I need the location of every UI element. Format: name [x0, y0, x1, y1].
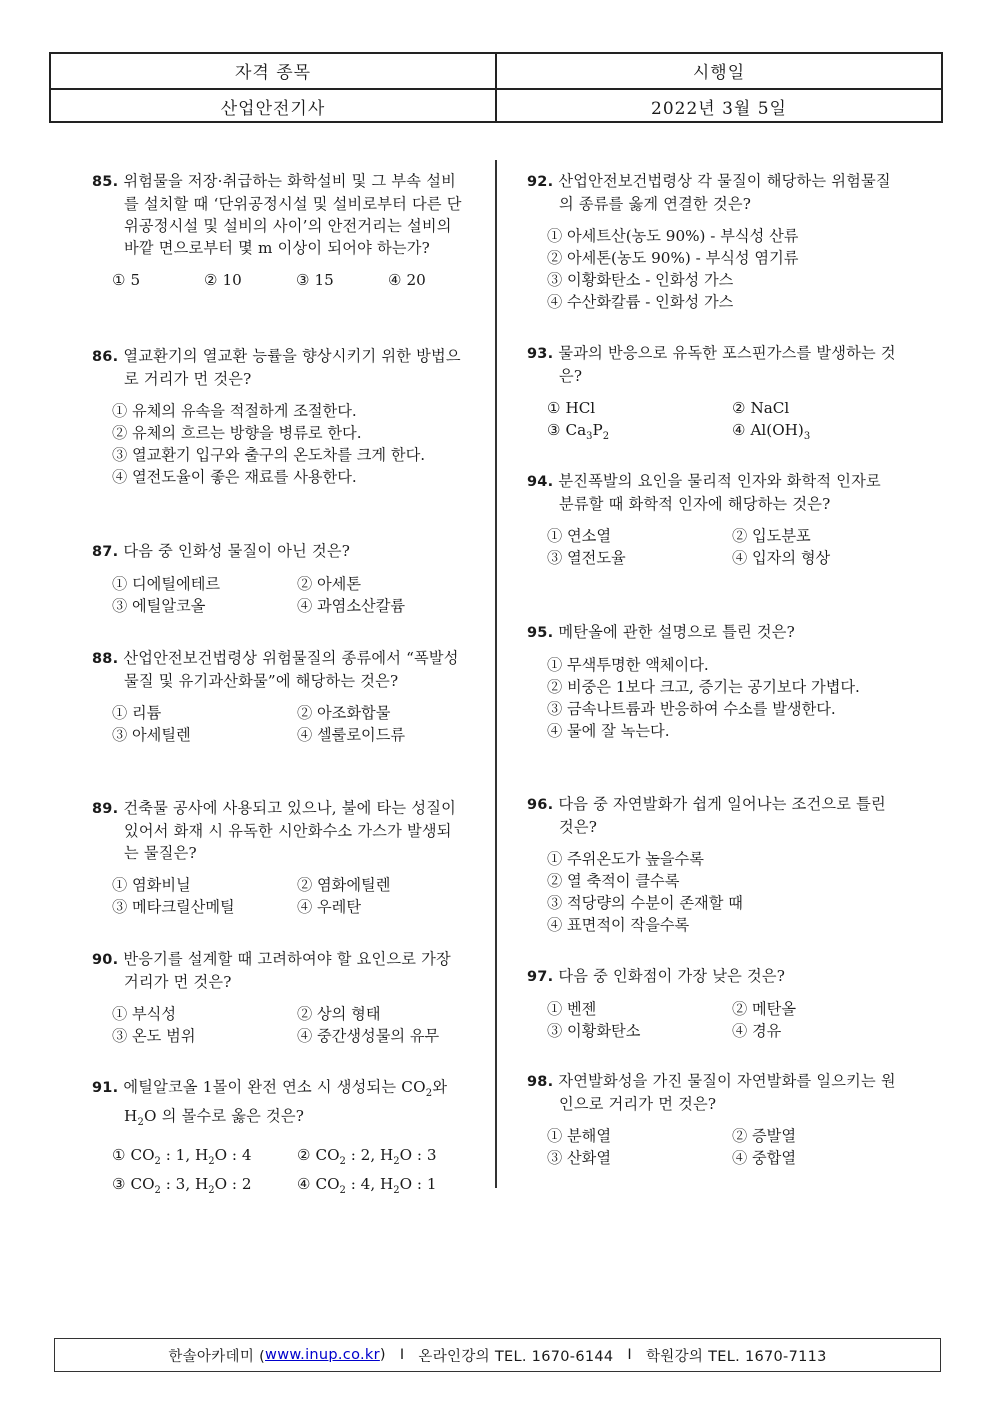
option: ③ $Ca_3P_2$ [547, 421, 610, 443]
question-90 [92, 948, 462, 1047]
option: ② 비중은 1보다 크고, 증기는 공기보다 가볍다. [547, 678, 860, 696]
option: ② 아세톤 [297, 575, 362, 593]
option: ③ 산화열 [547, 1149, 612, 1167]
option: ④ 열전도율이 좋은 재료를 사용한다. [112, 468, 357, 486]
option: ① 부식성 [112, 1005, 177, 1023]
question-number: 93. [527, 346, 554, 362]
option: ③ 열교환기 입구와 출구의 온도차를 크게 한다. [112, 446, 426, 464]
option: ④ 입자의 형상 [732, 549, 831, 567]
option: ③ 이황화탄소 - 인화성 가스 [547, 271, 734, 289]
question-text: 건축물 공사에 사용되고 있으나, 불에 타는 성질이 있어서 화재 시 유독한 시안화수소 가스가 발생되는 물질은? [123, 799, 456, 862]
option: ④ 과염소산칼륨 [297, 597, 406, 615]
question-number: 92. [527, 174, 554, 190]
option: ① 아세트산(농도 90%) - 부식성 산류 [547, 227, 799, 245]
question-97 [527, 965, 897, 1042]
option: ④ 표면적이 작을수록 [547, 916, 690, 934]
option: ② 상의 형태 [297, 1005, 381, 1023]
header-col1-label: 자격 종목 [234, 63, 312, 84]
option: ② 아조화합물 [297, 704, 391, 722]
question-text: 에틸알코올 1몰이 완전 연소 시 생성되는 $CO_2$와 $H_2O$ 의 몰수로 옳은 것은? [123, 1078, 448, 1129]
option: ④ 물에 잘 녹는다. [547, 722, 670, 740]
footer-website-link[interactable]: www.inup.co.kr [265, 1347, 380, 1363]
option: ① 디에틸에테르 [112, 575, 221, 593]
option: ② 유체의 흐르는 방향을 병류로 한다. [112, 424, 362, 442]
option: ③ 메타크릴산메틸 [112, 898, 235, 916]
column-divider [495, 160, 497, 1188]
question-number: 89. [92, 801, 119, 817]
question-text: 열교환기의 열교환 능률을 향상시키기 위한 방법으로 거리가 먼 것은? [123, 347, 461, 388]
question-91 [92, 1076, 462, 1202]
question-98 [527, 1070, 897, 1169]
option: ③ 이황화탄소 [547, 1022, 641, 1040]
option: ③ 금속나트륨과 반응하여 수소를 발생한다. [547, 700, 836, 718]
question-87 [92, 540, 462, 617]
question-96 [527, 793, 897, 936]
question-95 [527, 621, 897, 742]
question-number: 87. [92, 544, 119, 560]
question-text: 분진폭발의 요인을 물리적 인자와 화학적 인자로 분류할 때 화학적 인자에 해당하는 것은? [558, 472, 881, 513]
question-text: 다음 중 자연발화가 쉽게 일어나는 조건으로 틀린 것은? [558, 795, 886, 836]
footer-separator: I [399, 1347, 405, 1363]
option: ① 분해열 [547, 1127, 612, 1145]
question-text: 산업안전보건법령상 위험물질의 종류에서 “폭발성 물질 및 유기과산화물”에 해당하는 것은? [123, 649, 459, 690]
option: ① $CO_2$ : 1, $H_2O$ : 4 [112, 1146, 252, 1168]
option: ② 열 축적이 클수록 [547, 872, 680, 890]
option: ④ $CO_2$ : 4, $H_2O$ : 1 [297, 1175, 437, 1197]
option: ① 무색투명한 액체이다. [547, 656, 709, 674]
question-93 [527, 342, 897, 448]
header-table [49, 52, 943, 123]
option: ④ 경유 [732, 1022, 782, 1040]
question-number: 98. [527, 1074, 554, 1090]
question-text: 반응기를 설계할 때 고려하여야 할 요인으로 가장 거리가 먼 것은? [123, 950, 451, 991]
option: ④ 중간생성물의 유무 [297, 1027, 440, 1045]
question-number: 85. [92, 174, 119, 190]
option: ③ 15 [296, 271, 334, 289]
question-text: 다음 중 인화성 물질이 아닌 것은? [123, 542, 351, 560]
question-number: 94. [527, 474, 554, 490]
question-88 [92, 647, 462, 746]
option: ③ 적당량의 수분이 존재할 때 [547, 894, 743, 912]
option: ② 증발열 [732, 1127, 797, 1145]
option: ② 메탄올 [732, 1000, 797, 1018]
option: ④ 중합열 [732, 1149, 797, 1167]
question-text: 다음 중 인화점이 가장 낮은 것은? [558, 967, 786, 985]
question-text: 산업안전보건법령상 각 물질이 해당하는 위험물질의 종류를 옳게 연결한 것은? [558, 172, 891, 213]
option: ② $CO_2$ : 2, $H_2O$ : 3 [297, 1146, 437, 1168]
footer-online-tel: 온라인강의 TEL. 1670-6144 [418, 1348, 614, 1365]
question-text: 위험물을 저장·취급하는 화학설비 및 그 부속 설비를 설치할 때 ‘단위공정시설 및 설비로부터 다른 단위공정시설 및 설비의 사이’의 안전거리는 설비의 바깥 면으로부터 몇 m 이상이 되어야 하는가? [123, 172, 462, 257]
option: ① 주위온도가 높을수록 [547, 850, 704, 868]
option: ② 10 [204, 271, 242, 289]
option: ① 염화비닐 [112, 876, 191, 894]
header-date: 2022년 3월 5일 [495, 90, 941, 124]
footer-academy: 한솔아카데미 ( [168, 1348, 266, 1365]
question-number: 90. [92, 952, 119, 968]
question-89 [92, 797, 462, 918]
question-94 [527, 470, 897, 569]
question-number: 91. [92, 1080, 119, 1096]
question-number: 86. [92, 349, 119, 365]
option: ② 아세톤(농도 90%) - 부식성 염기류 [547, 249, 799, 267]
option: ④ 20 [388, 271, 426, 289]
header-subject: 산업안전기사 [220, 98, 326, 119]
option: ① 벤젠 [547, 1000, 597, 1018]
question-number: 88. [92, 651, 119, 667]
option: ① 5 [112, 271, 141, 289]
option: ④ 수산화칼륨 - 인화성 가스 [547, 293, 734, 311]
option: ④ $Al(OH)_3$ [732, 421, 811, 443]
question-number: 97. [527, 969, 554, 985]
option: ③ $CO_2$ : 3, $H_2O$ : 2 [112, 1175, 252, 1197]
question-92 [527, 170, 897, 313]
question-text: 자연발화성을 가진 물질이 자연발화를 일으키는 원인으로 거리가 먼 것은? [558, 1072, 896, 1113]
option: ② 염화에틸렌 [297, 876, 391, 894]
question-text: 메탄올에 관한 설명으로 틀린 것은? [558, 623, 795, 641]
header-col2-label: 시행일 [495, 54, 941, 88]
option: ④ 셀룰로이드류 [297, 726, 406, 744]
option: ② NaCl [732, 399, 790, 417]
question-number: 96. [527, 797, 554, 813]
option: ③ 에틸알코올 [112, 597, 206, 615]
option: ① 연소열 [547, 527, 612, 545]
option: ④ 우레탄 [297, 898, 362, 916]
footer-offline-tel: 학원강의 TEL. 1670-7113 [646, 1348, 827, 1365]
question-85 [92, 170, 462, 291]
option: ① HCl [547, 399, 596, 417]
question-number: 95. [527, 625, 554, 641]
option: ③ 열전도율 [547, 549, 626, 567]
option: ③ 온도 범위 [112, 1027, 196, 1045]
question-text: 물과의 반응으로 유독한 포스핀가스를 발생하는 것은? [558, 344, 896, 385]
option: ② 입도분포 [732, 527, 811, 545]
option: ① 리튬 [112, 704, 162, 722]
option: ① 유체의 유속을 적절하게 조절한다. [112, 402, 357, 420]
footer-bar: 한솔아카데미 ( www.inup.co.kr ) I 온라인강의 TEL. 1670-6144 I 학원강의 TEL. 1670-7113 [54, 1338, 941, 1372]
question-86 [92, 345, 462, 488]
footer-separator: I [627, 1347, 632, 1363]
option: ③ 아세틸렌 [112, 726, 191, 744]
